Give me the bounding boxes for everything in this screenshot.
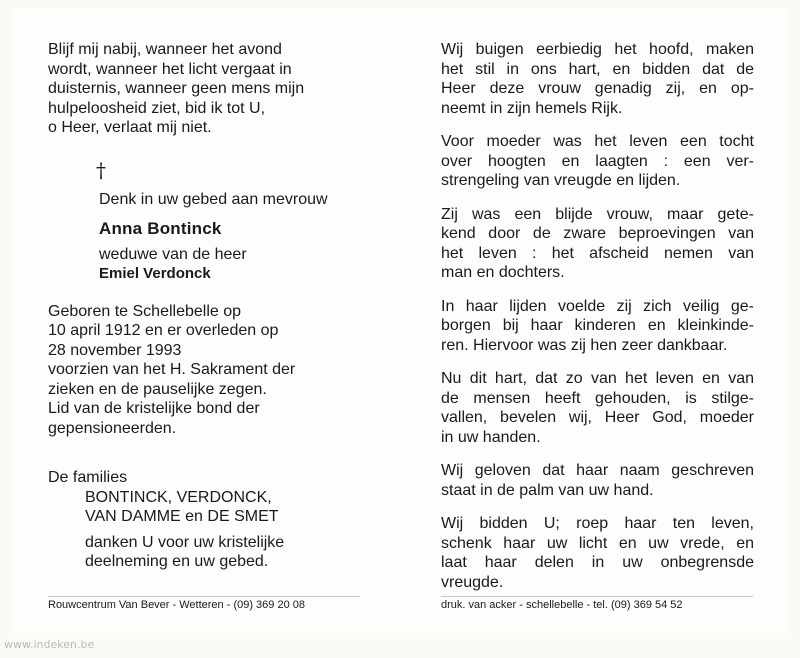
paragraph-line: het stil in ons hart, en bidden dat de bbox=[441, 60, 754, 78]
paragraph-line: borgen bij haar kinderen en kleinkinde- bbox=[441, 317, 754, 334]
family-line: BONTINCK, VERDONCK, bbox=[85, 488, 272, 506]
paragraph-line: het leven : het afscheid nemen van bbox=[441, 244, 754, 262]
family-names bbox=[85, 488, 398, 527]
poem-line: wordt, wanneer het licht vergaat in bbox=[48, 60, 292, 78]
paragraph-line: laat haar delen in uw onbegrensde bbox=[441, 554, 754, 571]
paragraph-line: Voor moeder was het leven een tocht bbox=[441, 133, 754, 150]
paragraph bbox=[441, 205, 754, 283]
biography bbox=[48, 302, 398, 439]
paragraph-line: Wij geloven dat haar naam geschreven bbox=[441, 462, 754, 479]
bio-line: zieken en de pauselijke zegen. bbox=[48, 380, 267, 398]
remember-text: Denk in uw gebed aan mevrouw bbox=[99, 190, 328, 208]
poem-line: duisternis, wanneer geen mens mijn bbox=[48, 80, 305, 97]
paragraph-line: de mensen heeft gehouden, is stilge- bbox=[441, 389, 754, 407]
paragraph-line: vallen, bevelen wij, Heer God, moeder bbox=[441, 409, 754, 426]
cross-icon: † bbox=[96, 157, 106, 182]
paragraph bbox=[441, 461, 754, 500]
paragraph-line: ren. Hiervoor was zij hen zeer dankbaar. bbox=[441, 336, 728, 354]
paragraph-line: In haar lijden voelde zij zich veilig ge- bbox=[441, 297, 754, 315]
family-line: VAN DAMME en DE SMET bbox=[85, 508, 279, 525]
families-label: De families bbox=[48, 469, 128, 486]
poem bbox=[48, 40, 398, 138]
widow-of-text: weduwe van de heer bbox=[99, 245, 247, 263]
right-page bbox=[441, 40, 754, 606]
paragraph bbox=[441, 40, 754, 118]
paragraph-line: Wij buigen eerbiedig het hoofd, maken bbox=[441, 41, 754, 58]
left-page bbox=[48, 40, 398, 572]
paragraph-line: vreugde. bbox=[441, 573, 504, 591]
paragraph-line: strengeling van vreugde en lijden. bbox=[441, 172, 681, 189]
poem-line: Blijf mij nabij, wanneer het avond bbox=[48, 41, 282, 58]
thanks bbox=[85, 533, 398, 572]
paragraph-line: schenk haar uw licht en uw vrede, en bbox=[441, 534, 754, 552]
footer-printer: druk. van acker - schellebelle - tel. (09) 369 54 52 bbox=[441, 596, 753, 612]
thanks-line: deelneming en uw gebed. bbox=[85, 553, 269, 570]
paragraph-line: Zij was een blijde vrouw, maar gete- bbox=[441, 205, 754, 223]
paragraph-line: in uw handen. bbox=[441, 428, 541, 446]
poem-line: o Heer, verlaat mij niet. bbox=[48, 119, 212, 136]
bio-line: voorzien van het H. Sakrament der bbox=[48, 361, 296, 378]
paragraph-line: over hoogten en laagten : een ver- bbox=[441, 152, 754, 170]
bio-line: 10 april 1912 en er overleden op bbox=[48, 322, 279, 339]
paragraph-line: man en dochters. bbox=[441, 264, 565, 281]
footer-funeral-home: Rouwcentrum Van Bever - Wetteren - (09) 369 20 08 bbox=[48, 596, 360, 612]
poem-line: hulpeloosheid ziet, bid ik tot U, bbox=[48, 99, 266, 117]
bio-line: Geboren te Schellebelle op bbox=[48, 302, 242, 320]
paragraph bbox=[441, 514, 754, 592]
paragraph-line: neemt in zijn hemels Rijk. bbox=[441, 99, 623, 117]
paragraph bbox=[441, 369, 754, 447]
paragraph-line: Wij bidden U; roep haar ten leven, bbox=[441, 515, 754, 532]
paragraph-line: Heer deze vrouw genadig zij, en op- bbox=[441, 80, 754, 97]
deceased-name: Anna Bontinck bbox=[99, 219, 222, 238]
watermark: www.indeken.be bbox=[4, 638, 95, 651]
bio-line: gepensioneerden. bbox=[48, 419, 177, 437]
thanks-line: danken U voor uw kristelijke bbox=[85, 533, 285, 551]
paragraph-line: staat in de palm van uw hand. bbox=[441, 481, 654, 499]
spouse-name: Emiel Verdonck bbox=[99, 265, 211, 282]
bio-line: 28 november 1993 bbox=[48, 341, 182, 359]
paragraph-line: kend door de zware beproevingen van bbox=[441, 225, 754, 242]
bio-line: Lid van de kristelijke bond der bbox=[48, 400, 260, 417]
paragraph bbox=[441, 297, 754, 356]
paragraph bbox=[441, 132, 754, 191]
paragraph-line: Nu dit hart, dat zo van het leven en van bbox=[441, 370, 754, 387]
